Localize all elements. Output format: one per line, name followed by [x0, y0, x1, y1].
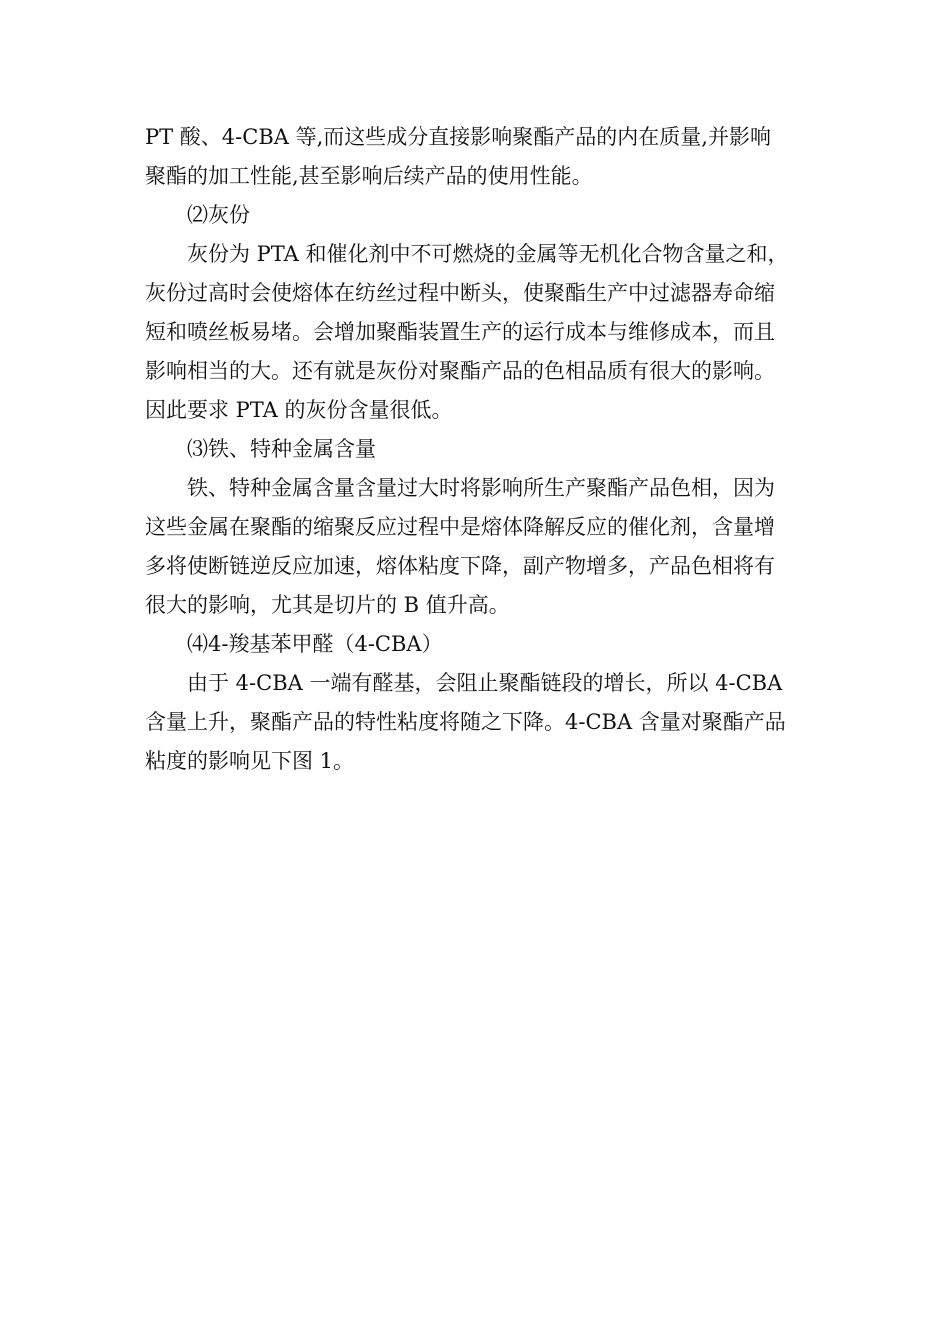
paragraph-ash	[145, 235, 810, 430]
paragraph-4cba	[145, 664, 810, 781]
section-heading-ash: ⑵灰份	[187, 203, 250, 227]
text-line: 由于 4-CBA 一端有醛基，会阻止聚酯链段的增长，所以 4-CBA	[187, 671, 783, 695]
paragraph-impurities-continued	[145, 118, 810, 196]
text-line: 灰份为 PTA 和催化剂中不可燃烧的金属等无机化合物含量之和，	[187, 242, 789, 266]
text-line: 粘度的影响见下图 1。	[145, 749, 355, 773]
text-line: 短和喷丝板易堵。会增加聚酯装置生产的运行成本与维修成本，而且	[145, 320, 775, 344]
text-line: 因此要求 PTA 的灰份含量很低。	[145, 398, 453, 422]
section-heading-4cba: ⑷4-羧基苯甲醛（4-CBA）	[187, 632, 443, 656]
text-line: 很大的影响，尤其是切片的 B 值升高。	[145, 593, 510, 617]
text-line: PT 酸、4-CBA 等,而这些成分直接影响聚酯产品的内在质量,并影响	[145, 125, 771, 149]
document-body	[145, 118, 810, 781]
text-line: 铁、特种金属含量含量过大时将影响所生产聚酯产品色相，因为	[187, 476, 775, 500]
text-line: 聚酯的加工性能,甚至影响后续产品的使用性能。	[145, 164, 593, 188]
text-line: 这些金属在聚酯的缩聚反应过程中是熔体降解反应的催化剂，含量增	[145, 515, 775, 539]
section-heading-metals: ⑶铁、特种金属含量	[187, 437, 376, 461]
text-line: 含量上升，聚酯产品的特性粘度将随之下降。4-CBA 含量对聚酯产品	[145, 710, 786, 734]
paragraph-metals	[145, 469, 810, 625]
text-line: 灰份过高时会使熔体在纺丝过程中断头，使聚酯生产中过滤器寿命缩	[145, 281, 775, 305]
text-line: 影响相当的大。还有就是灰份对聚酯产品的色相品质有很大的影响。	[145, 359, 775, 383]
text-line: 多将使断链逆反应加速，熔体粘度下降，副产物增多，产品色相将有	[145, 554, 775, 578]
